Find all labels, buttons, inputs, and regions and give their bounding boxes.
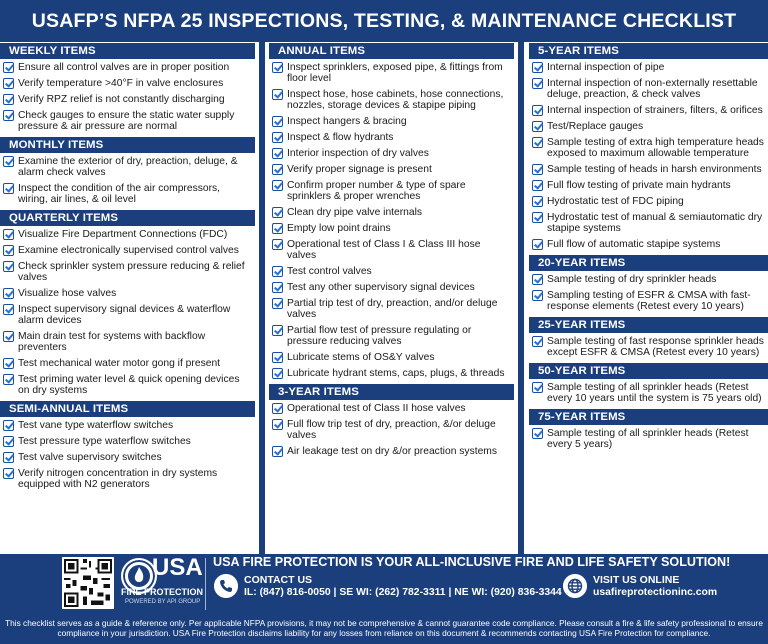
checklist-item [3, 229, 255, 240]
phone-icon[interactable] [214, 574, 238, 598]
checklist-item-text: Visualize Fire Department Connections (FDC) [18, 229, 228, 240]
checklist-item [3, 436, 255, 447]
contact-title: CONTACT US [244, 574, 313, 586]
checklist-item [3, 288, 255, 299]
checkbox-icon[interactable] [532, 137, 543, 148]
checkbox-icon[interactable] [532, 274, 543, 285]
checklist-item-text: Inspect hangers & bracing [287, 116, 407, 127]
checklist-item [3, 62, 255, 73]
checklist-item-text: Interior inspection of dry valves [287, 148, 429, 159]
checkbox-icon[interactable] [3, 452, 14, 463]
section-header: 20-YEAR ITEMS [529, 255, 768, 271]
section-header: 25-YEAR ITEMS [529, 317, 768, 333]
checklist-item [532, 274, 768, 285]
checkbox-icon[interactable] [272, 116, 283, 127]
checklist-item [272, 132, 514, 143]
checklist-item-text: Examine electronically supervised control valves [18, 245, 239, 256]
column-divider [259, 42, 265, 554]
checkbox-icon[interactable] [272, 180, 283, 191]
logo-subtext: FIRE PROTECTION [121, 587, 204, 597]
checklist-item [3, 374, 255, 396]
section-header: 50-YEAR ITEMS [529, 363, 768, 379]
section-header: WEEKLY ITEMS [0, 43, 255, 59]
checkbox-icon[interactable] [3, 110, 14, 121]
checklist-item-text: Full flow testing of private main hydrants [547, 180, 731, 191]
checklist-item-text: Sample testing of dry sprinkler heads [547, 274, 717, 285]
checkbox-icon[interactable] [3, 261, 14, 272]
checklist-item-text: Visualize hose valves [18, 288, 117, 299]
checkbox-icon[interactable] [3, 229, 14, 240]
checklist-item-text: Partial flow test of pressure regulating or pressure reducing valves [287, 325, 472, 347]
checklist-item-text: Verify proper signage is present [287, 164, 432, 175]
globe-icon[interactable] [563, 574, 587, 598]
section-header: ANNUAL ITEMS [269, 43, 514, 59]
section-header: MONTHLY ITEMS [0, 137, 255, 153]
checkbox-icon[interactable] [272, 89, 283, 100]
checkbox-icon[interactable] [532, 382, 543, 393]
checklist-item-text: Hydrostatic test of manual & semiautomatic dry stapipe systems [547, 212, 763, 234]
logo-text: USA [152, 554, 203, 581]
checklist-item [272, 266, 514, 277]
checkbox-icon[interactable] [532, 290, 543, 301]
checklist-item [272, 239, 514, 261]
checklist-item [532, 164, 768, 175]
checkbox-icon[interactable] [532, 212, 543, 223]
checklist-item-text: Full flow trip test of dry, preaction, &/or deluge valves [287, 419, 496, 441]
checklist-item [3, 468, 255, 490]
checklist-item [532, 239, 768, 250]
checklist-column-1 [0, 42, 255, 554]
checklist-item [3, 331, 255, 353]
checklist-item-text: Test any other supervisory signal devices [287, 282, 475, 293]
checklist-item-text: Inspect the condition of the air compressors, wiring, air lines, & oil level [18, 183, 221, 205]
section-header: 75-YEAR ITEMS [529, 409, 768, 425]
checkbox-icon[interactable] [3, 288, 14, 299]
web-title: VISIT US ONLINE [593, 574, 680, 586]
checkbox-icon[interactable] [532, 428, 543, 439]
checklist-item [272, 148, 514, 159]
checklist-item-text: Inspect & flow hydrants [287, 132, 394, 143]
checklist-item-text: Test vane type waterflow switches [18, 420, 174, 431]
checkbox-icon[interactable] [272, 132, 283, 143]
checkbox-icon[interactable] [532, 180, 543, 191]
checkbox-icon[interactable] [532, 121, 543, 132]
checklist-item [272, 403, 514, 414]
page-title: USAFP’S NFPA 25 INSPECTIONS, TESTING, & MAINTENANCE CHECKLIST [31, 9, 737, 32]
disclaimer-text: This checklist serves as a guide & reference only. Per applicable NFPA provisions, it may not be comprehensive & cannot guarantee code compliance. Please consult a fire & life safety professional to ensure compliance in your jurisdiction. USA Fire Protection disclaims liability for any losses from reliance on this document & recommends contacting USA Fire Protection for compliance. [5, 618, 763, 638]
checklist-item-text: Empty low point drains [287, 223, 391, 234]
checkbox-icon[interactable] [272, 403, 283, 414]
section-header: QUARTERLY ITEMS [0, 210, 255, 226]
checklist-item [532, 105, 768, 116]
checklist-item-text: Test pressure type waterflow switches [18, 436, 191, 447]
checklist-item [532, 212, 768, 234]
checklist-item [272, 298, 514, 320]
checkbox-icon[interactable] [272, 62, 283, 73]
checklist-item-text: Operational test of Class II hose valves [287, 403, 466, 414]
checklist-item-text: Test/Replace gauges [547, 121, 644, 132]
section-header: 5-YEAR ITEMS [529, 43, 768, 59]
checklist-item [532, 428, 768, 450]
checklist-item-text: Confirm proper number & type of spare sprinklers & proper wrenches [287, 180, 466, 202]
checklist-item [272, 325, 514, 347]
contact-phone-numbers[interactable]: IL: (847) 816-0050 | SE WI: (262) 782-3311 | NE WI: (920) 836-3344 [244, 587, 562, 598]
checklist-item-text: Lubricate hydrant stems, caps, plugs, & threads [287, 368, 505, 379]
column-divider [518, 42, 524, 554]
checklist-item [272, 89, 514, 111]
section-header: SEMI-ANNUAL ITEMS [0, 401, 255, 417]
checklist-item [532, 78, 768, 100]
checklist-item-text: Internal inspection of pipe [547, 62, 665, 73]
checklist-item-text: Verify nitrogen concentration in dry systems equipped with N2 generators [18, 468, 218, 490]
checklist-item-text: Inspect hose, hose cabinets, hose connections, nozzles, storage devices & stapipe piping [287, 89, 504, 111]
checklist-item [272, 180, 514, 202]
checkbox-icon[interactable] [3, 304, 14, 315]
checkbox-icon[interactable] [532, 196, 543, 207]
banner-headline: USA FIRE PROTECTION IS YOUR ALL-INCLUSIVE FIRE AND LIFE SAFETY SOLUTION! [213, 555, 731, 569]
checklist-item [272, 62, 514, 84]
checkbox-icon[interactable] [532, 336, 543, 347]
checklist-item [3, 156, 255, 178]
checklist-item [3, 358, 255, 369]
checkbox-icon[interactable] [3, 374, 14, 385]
checkbox-icon[interactable] [3, 420, 14, 431]
checkbox-icon[interactable] [3, 245, 14, 256]
checklist-item [532, 137, 768, 159]
checklist-item-text: Full flow of automatic stapipe systems [547, 239, 721, 250]
checklist-item [532, 196, 768, 207]
footer-banner [0, 554, 768, 614]
checklist-item [272, 446, 514, 457]
checklist-item [272, 368, 514, 379]
checklist-item [3, 110, 255, 132]
checklist-item-text: Sample testing of all sprinkler heads (Retest every 10 years until the system is 75 years old) [547, 382, 762, 404]
checkbox-icon[interactable] [272, 148, 283, 159]
checkbox-icon[interactable] [272, 446, 283, 457]
checklist-item-text: Sampling testing of ESFR & CMSA with fast-response elements (Retest every 10 years) [547, 290, 751, 312]
checkbox-icon[interactable] [3, 468, 14, 479]
checklist-item-text: Sample testing of all sprinkler heads (Retest every 5 years) [547, 428, 749, 450]
checkbox-icon[interactable] [3, 94, 14, 105]
checklist-item [272, 352, 514, 363]
checklist-item [272, 223, 514, 234]
checklist-item-text: Internal inspection of non-externally resettable deluge, preaction, & check valves [547, 78, 758, 100]
checkbox-icon[interactable] [532, 164, 543, 175]
checkbox-icon[interactable] [272, 298, 283, 309]
checklist-item-text: Test priming water level & quick opening devices on dry systems [18, 374, 240, 396]
checklist-item [532, 62, 768, 73]
checklist-column-3 [529, 42, 768, 554]
checkbox-icon[interactable] [272, 207, 283, 218]
checklist-item [532, 121, 768, 132]
checklist-item-text: Clean dry pipe valve internals [287, 207, 423, 218]
checklist-item-text: Ensure all control valves are in proper position [18, 62, 230, 73]
checkbox-icon[interactable] [3, 331, 14, 342]
checklist-item-text: Sample testing of fast response sprinkler heads except ESFR & CMSA (Retest every 10 years) [547, 336, 764, 358]
checkbox-icon[interactable] [272, 325, 283, 336]
checklist-item [532, 290, 768, 312]
checklist-item [3, 452, 255, 463]
checklist-item-text: Operational test of Class I & Class III hose valves [287, 239, 481, 261]
checklist-item-text: Main drain test for systems with backflow preventers [18, 331, 206, 353]
checkbox-icon[interactable] [3, 78, 14, 89]
checklist-item [272, 419, 514, 441]
section-header: 3-YEAR ITEMS [269, 384, 514, 400]
checklist-item-text: Sample testing of extra high temperature heads exposed to maximum allowable temperature [547, 137, 764, 159]
checklist-content [0, 42, 768, 554]
checklist-item-text: Test mechanical water motor gong if present [18, 358, 221, 369]
checklist-item-text: Inspect sprinklers, exposed pipe, & fittings from floor level [287, 62, 503, 84]
checkbox-icon[interactable] [532, 105, 543, 116]
checklist-item-text: Air leakage test on dry &/or preaction systems [287, 446, 498, 457]
checklist-item-text: Internal inspection of strainers, filters, & orifices [547, 105, 763, 116]
checklist-item [3, 261, 255, 283]
checkbox-icon[interactable] [272, 282, 283, 293]
checklist-item-text: Check sprinkler system pressure reducing & relief valves [18, 261, 245, 283]
checklist-item [272, 282, 514, 293]
checklist-item [3, 420, 255, 431]
checkbox-icon[interactable] [272, 352, 283, 363]
checklist-item-text: Verify temperature >40°F in valve enclosures [18, 78, 224, 89]
logo-powered-by: POWERED BY API GROUP [125, 599, 201, 605]
checklist-item [272, 164, 514, 175]
checkbox-icon[interactable] [532, 62, 543, 73]
checklist-item-text: Inspect supervisory signal devices & waterflow alarm devices [18, 304, 231, 326]
checklist-item [532, 336, 768, 358]
checklist-item-text: Hydrostatic test of FDC piping [547, 196, 684, 207]
checklist-item-text: Lubricate stems of OS&Y valves [287, 352, 435, 363]
checklist-item-text: Examine the exterior of dry, preaction, deluge, & alarm check valves [18, 156, 238, 178]
checkbox-icon[interactable] [3, 156, 14, 167]
checklist-item [3, 78, 255, 89]
checkbox-icon[interactable] [272, 164, 283, 175]
checkbox-icon[interactable] [272, 266, 283, 277]
checkbox-icon[interactable] [272, 239, 283, 250]
checklist-item-text: Check gauges to ensure the static water supply pressure & air pressure are normal [18, 110, 235, 132]
checkbox-icon[interactable] [3, 62, 14, 73]
checkbox-icon[interactable] [272, 419, 283, 430]
checklist-column-2 [269, 42, 514, 554]
checkbox-icon[interactable] [532, 78, 543, 89]
checklist-item [3, 183, 255, 205]
checkbox-icon[interactable] [272, 223, 283, 234]
checklist-item-text: Sample testing of heads in harsh environments [547, 164, 762, 175]
checklist-item-text: Test valve supervisory switches [18, 452, 162, 463]
website-link[interactable]: usafireprotectioninc.com [593, 587, 718, 598]
checklist-item [272, 116, 514, 127]
checklist-item [3, 245, 255, 256]
checkbox-icon[interactable] [3, 183, 14, 194]
checkbox-icon[interactable] [3, 358, 14, 369]
checklist-item-text: Partial trip test of dry, preaction, and/or deluge valves [287, 298, 498, 320]
checklist-item [3, 94, 255, 105]
banner-divider [205, 558, 206, 610]
checklist-item [532, 180, 768, 191]
checklist-item-text: Test control valves [287, 266, 372, 277]
checklist-item [532, 382, 768, 404]
qr-code-icon[interactable] [62, 557, 114, 609]
checklist-item [272, 207, 514, 218]
checkbox-icon[interactable] [3, 436, 14, 447]
checklist-item [3, 304, 255, 326]
checklist-item-text: Verify RPZ relief is not constantly discharging [18, 94, 225, 105]
checkbox-icon[interactable] [272, 368, 283, 379]
checkbox-icon[interactable] [532, 239, 543, 250]
